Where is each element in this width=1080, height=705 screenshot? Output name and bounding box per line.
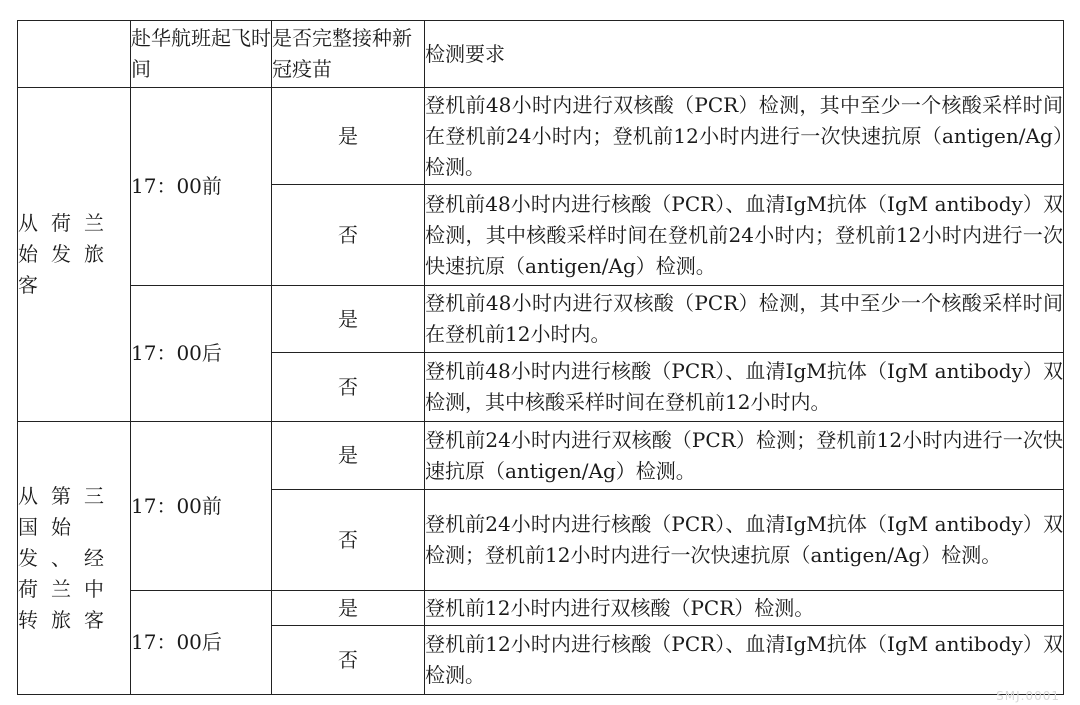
requirement-cell: 登机前48小时内进行核酸（PCR）、血清IgM抗体（IgM antibody）双检测，其中核酸采样时间在登机前24小时内；登机前12小时内进行一次快速抗原（antigen/Ag）检测。 [425, 185, 1064, 286]
requirement-cell: 登机前48小时内进行核酸（PCR）、血清IgM抗体（IgM antibody）双检测，其中核酸采样时间在登机前12小时内。 [425, 353, 1064, 422]
testing-requirements-table [17, 20, 1064, 695]
table-row [18, 591, 1064, 626]
header-blank [18, 21, 131, 88]
requirement-cell: 登机前24小时内进行双核酸（PCR）检测；登机前12小时内进行一次快速抗原（antigen/Ag）检测。 [425, 422, 1064, 490]
vaccinated-cell: 是 [272, 422, 425, 490]
vaccinated-cell: 否 [272, 185, 425, 286]
vaccinated-cell: 是 [272, 286, 425, 353]
vaccinated-cell: 否 [272, 626, 425, 695]
departure-time-cell: 17：00后 [131, 591, 272, 695]
vaccinated-cell: 否 [272, 490, 425, 591]
requirement-cell: 登机前24小时内进行核酸（PCR）、血清IgM抗体（IgM antibody）双检测；登机前12小时内进行一次快速抗原（antigen/Ag）检测。 [425, 490, 1064, 591]
table-row [18, 286, 1064, 353]
vaccinated-cell: 是 [272, 591, 425, 626]
requirement-cell: 登机前48小时内进行双核酸（PCR）检测，其中至少一个核酸采样时间在登机前12小时内。 [425, 286, 1064, 353]
table-row [18, 422, 1064, 490]
header-requirement: 检测要求 [425, 21, 1064, 88]
departure-time-cell: 17：00前 [131, 88, 272, 286]
vaccinated-cell: 是 [272, 88, 425, 185]
header-departure-time: 赴华航班起飞时间 [131, 21, 272, 88]
group-label: 从第三国始发、经荷兰中转旅客 [18, 422, 131, 695]
requirement-cell: 登机前48小时内进行双核酸（PCR）检测，其中至少一个核酸采样时间在登机前24小时内；登机前12小时内进行一次快速抗原（antigen/Ag）检测。 [425, 88, 1064, 185]
header-row [18, 21, 1064, 88]
departure-time-cell: 17：00后 [131, 286, 272, 422]
requirement-cell: 登机前12小时内进行双核酸（PCR）检测。 [425, 591, 1064, 626]
departure-time-cell: 17：00前 [131, 422, 272, 591]
group-label: 从荷兰始发旅客 [18, 88, 131, 422]
vaccinated-cell: 否 [272, 353, 425, 422]
requirement-cell: 登机前12小时内进行核酸（PCR）、血清IgM抗体（IgM antibody）双检测。 [425, 626, 1064, 695]
watermark: SMJ.0001 [996, 689, 1060, 703]
header-vaccinated: 是否完整接种新冠疫苗 [272, 21, 425, 88]
table-row [18, 88, 1064, 185]
